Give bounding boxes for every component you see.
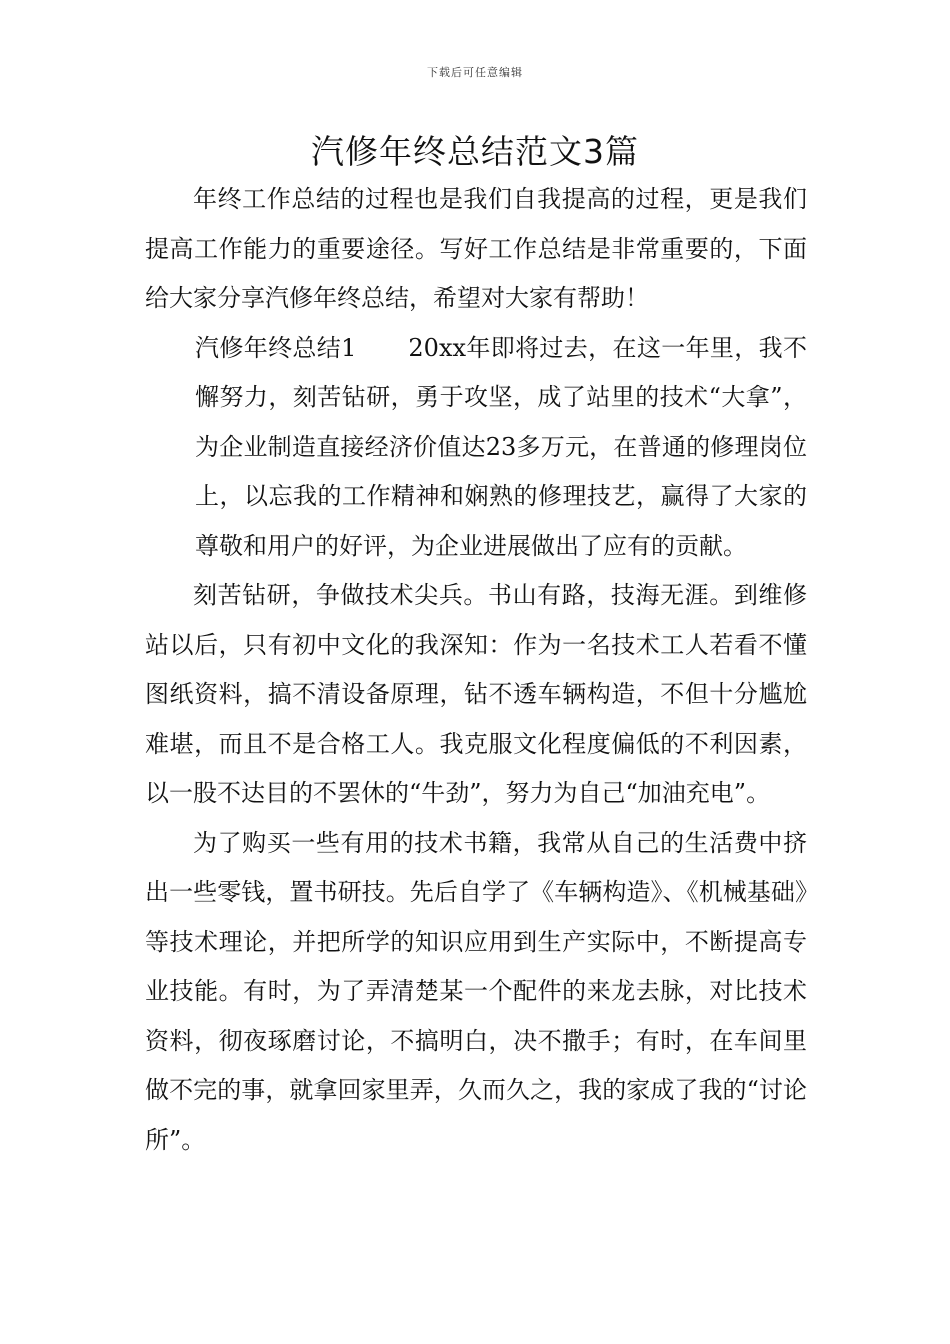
document-body: [145, 175, 807, 1165]
section-1-text: 20xx年即将过去，在这一年里，我不懈努力，刻苦钻研，勇于攻坚，成了站里的技术“大拿”，为企业制造直接经济价值达23多万元，在普通的修理岗位上，以忘我的工作精神和娴熟的修理技艺，赢得了大家的尊敬和用户的好评，为企业进展做出了应有的贡献。: [195, 333, 807, 560]
header-note: 下载后可任意编辑: [427, 66, 523, 79]
document-title: 汽修年终总结范文3篇: [311, 132, 639, 171]
section-1-paragraph: [145, 324, 807, 572]
section-1-heading: 汽修年终总结1: [195, 333, 357, 362]
paragraph-3: 为了购买一些有用的技术书籍，我常从自己的生活费中挤出一些零钱，置书研技。先后自学了《车辆构造》、《机械基础》等技术理论，并把所学的知识应用到生产实际中，不断提高专业技能。有时，为了弄清楚某一个配件的来龙去脉，对比技术资料，彻夜琢磨讨论，不搞明白，决不撒手；有时，在车间里做不完的事，就拿回家里弄，久而久之，我的家成了我的“讨论所”。: [145, 828, 807, 1154]
intro-paragraph: 年终工作总结的过程也是我们自我提高的过程，更是我们提高工作能力的重要途径。写好工作总结是非常重要的，下面给大家分享汽修年终总结，希望对大家有帮助！: [145, 185, 807, 312]
paragraph-2: 刻苦钻研，争做技术尖兵。书山有路，技海无涯。到维修站以后，只有初中文化的我深知：作为一名技术工人若看不懂图纸资料，搞不清设备原理，钻不透车辆构造，不但十分尴尬难堪，而且不是合格工人。我克服文化程度偏低的不利因素，以一股不达目的不罢休的“牛劲”，努力为自己“加油充电”。: [145, 581, 807, 807]
